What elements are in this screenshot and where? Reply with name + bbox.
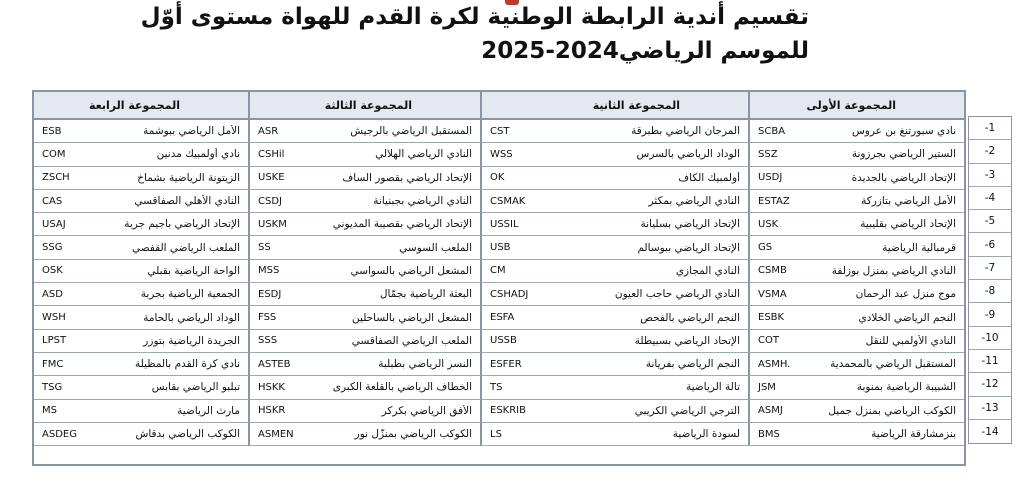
team-name: الإتحاد الرياضي بأجيم جربة: [124, 218, 240, 231]
team-code: FSS: [258, 312, 277, 324]
team-cell: [248, 260, 480, 283]
team-code: ASMJ: [758, 405, 783, 417]
team-name: النادي الرياضي بمنزل بوزلفة: [831, 264, 956, 277]
row-number: -10: [969, 327, 1011, 350]
team-code: USDJ: [758, 172, 783, 184]
team-code: ESB: [42, 125, 62, 137]
team-name: النادي الرياضي بجبنيانة: [373, 195, 472, 208]
team-name: الترجي الرياضي الكريبي: [634, 404, 740, 417]
team-name: قرمبالية الرياضية: [882, 241, 956, 254]
table-row: [34, 400, 964, 423]
team-name: بنزمشارقة الرياضية: [871, 428, 956, 440]
team-cell: [34, 143, 248, 166]
team-name: المشعل الرياضي بالسواسي: [350, 264, 472, 277]
team-name: النادي الرياضي الهلالي: [375, 148, 472, 161]
table-header-row: [34, 92, 964, 120]
team-code: USKE: [258, 172, 285, 184]
team-cell: [34, 353, 248, 376]
team-name: المشعل الرياضي بالساحلين: [352, 311, 472, 324]
row-number: -4: [969, 187, 1011, 210]
team-name: الإتحاد الرياضي بقصيبة المديوني: [332, 218, 472, 231]
team-name: الشبيبة الرياضية بمنوبة: [856, 381, 956, 394]
team-code: CSHADJ: [490, 288, 529, 300]
team-code: USB: [490, 242, 511, 254]
team-name: الإتحاد الرياضي ببوسالم: [637, 241, 740, 254]
team-cell: [248, 213, 480, 236]
team-code: GS: [758, 242, 773, 254]
team-name: الجمعية الرياضية بجربة: [140, 288, 240, 301]
team-cell: [480, 143, 748, 166]
team-code: LPST: [42, 335, 67, 347]
team-name: مارث الرياضية: [177, 404, 240, 417]
team-cell: [480, 167, 748, 190]
row-number: -14: [981, 425, 999, 438]
team-code: USSIL: [490, 218, 519, 230]
team-name: الأفق الرياضي بكركر: [381, 404, 472, 417]
team-cell: [748, 213, 964, 236]
team-code: TS: [490, 381, 503, 393]
team-cell: [748, 330, 964, 353]
team-code: ASDEG: [42, 428, 77, 440]
team-cell: [748, 306, 964, 329]
team-name: المرجان الرياضي بطبرقة: [631, 125, 740, 138]
team-cell: [480, 400, 748, 423]
team-cell: [34, 400, 248, 423]
team-cell: [748, 376, 964, 399]
table-row: [34, 330, 964, 353]
header-group-3: المجموعة الثالثة: [248, 92, 480, 118]
table-row: [34, 120, 964, 143]
team-cell: [34, 376, 248, 399]
team-code: CST: [490, 125, 510, 137]
team-name: لسودة الرياضية: [672, 428, 740, 440]
team-cell: [34, 260, 248, 283]
team-cell: [480, 213, 748, 236]
table-row: [34, 376, 964, 399]
team-cell: [248, 236, 480, 259]
team-cell: [480, 236, 748, 259]
team-name: النادي الأولمبي للنقل: [865, 334, 956, 347]
table-row: [34, 143, 964, 166]
row-number: -2: [969, 140, 1011, 163]
team-name: الإتحاد الرياضي بقليبية: [860, 218, 956, 231]
team-name: الملعب الرياضي القفصي: [131, 241, 240, 254]
team-code: SS: [258, 242, 271, 254]
team-code: CSHil: [258, 148, 285, 160]
team-code: COM: [42, 148, 66, 160]
team-cell: [748, 236, 964, 259]
row-number: -3: [969, 164, 1011, 187]
team-code: WSH: [42, 312, 66, 324]
team-code: OSK: [42, 265, 63, 277]
team-cell: [248, 120, 480, 143]
team-cell: [34, 330, 248, 353]
team-name: النادي المجازي: [675, 264, 740, 277]
row-number: -9: [969, 303, 1011, 326]
title-area: [0, 0, 1024, 88]
team-name: نادي كرة القدم بالمظيلة: [134, 358, 240, 371]
team-cell: [34, 120, 248, 143]
team-code: OK: [490, 172, 505, 184]
team-code: ASMEN: [258, 428, 294, 440]
team-name: تالة الرياضية: [685, 381, 740, 394]
team-code: CAS: [42, 195, 63, 207]
team-code: ESBK: [758, 312, 785, 324]
team-name: موج منزل عبد الرحمان: [855, 288, 956, 301]
team-code: SSS: [258, 335, 278, 347]
team-cell: [34, 190, 248, 213]
team-name: نادي أولمبيك مدنين: [156, 148, 240, 161]
team-cell: [248, 376, 480, 399]
team-code: COT: [758, 335, 779, 347]
team-code: ASTEB: [258, 358, 291, 370]
team-name: النادي الرياضي بمكثر: [648, 195, 740, 208]
team-code: LS: [490, 428, 502, 440]
team-code: CSDJ: [258, 195, 282, 207]
team-name: الزيتونة الرياضية بشماخ: [137, 171, 240, 184]
team-code: USSB: [490, 335, 517, 347]
team-cell: [480, 283, 748, 306]
team-name: تبلبو الرياضي بقابس: [151, 381, 240, 394]
team-cell: [748, 167, 964, 190]
team-code: SSG: [42, 242, 63, 254]
team-code: JSM: [758, 381, 776, 393]
row-number: -7: [969, 257, 1011, 280]
team-code: ZSCH: [42, 172, 70, 184]
team-cell: [248, 143, 480, 166]
table-row: [34, 236, 964, 259]
team-cell: [248, 167, 480, 190]
team-code: HSKR: [258, 405, 286, 417]
team-code: USKM: [258, 218, 287, 230]
row-number: -12: [969, 373, 1011, 396]
table-row: [34, 353, 964, 376]
team-name: المستقبل الرياضي بالمحمدية: [830, 358, 956, 371]
team-code: CSMAK: [490, 195, 526, 207]
team-code: ASMH.: [758, 358, 791, 370]
team-code: BMS: [758, 428, 780, 440]
team-code: ASR: [258, 125, 279, 137]
team-cell: [248, 283, 480, 306]
team-name: النادي الأهلي الصفاقسي: [134, 195, 240, 208]
team-name: النجم الرياضي الخلادي: [858, 311, 956, 324]
team-code: CM: [490, 265, 506, 277]
team-cell: [480, 190, 748, 213]
team-cell: [248, 330, 480, 353]
team-cell: [480, 306, 748, 329]
team-code: USK: [758, 218, 779, 230]
team-code: ESKRIB: [490, 405, 526, 417]
team-cell: [480, 120, 748, 143]
team-code: ESDJ: [258, 288, 282, 300]
team-name: النجم الرياضي بفريانة: [645, 358, 740, 371]
team-code: ESFA: [490, 312, 515, 324]
header-group-1: المجموعة الأولى: [748, 92, 964, 118]
team-code: MS: [42, 405, 57, 417]
team-code: USAJ: [42, 218, 66, 230]
team-name: النجم الرياضي بالفحص: [640, 311, 740, 324]
team-code: ESTAZ: [758, 195, 790, 207]
table-row: [34, 190, 964, 213]
team-name: الإتحاد الرياضي بسبيطلة: [634, 334, 740, 347]
row-number: -1: [969, 117, 1011, 140]
table-row: [34, 306, 964, 329]
team-cell: [480, 423, 748, 446]
team-name: الإتحاد الرياضي بسليانة: [640, 218, 740, 231]
team-name: النادي الرياضي حاجب العيون: [614, 288, 740, 301]
team-cell: [748, 143, 964, 166]
team-cell: [34, 283, 248, 306]
groups-table: [32, 90, 966, 466]
team-name: الواحة الرياضية بقبلي: [147, 264, 240, 277]
team-name: النسر الرياضي بطبلبة: [378, 358, 472, 371]
team-code: FMC: [42, 358, 64, 370]
table-row: [34, 260, 964, 283]
team-cell: [748, 423, 964, 446]
team-code: HSKK: [258, 381, 285, 393]
team-cell: [34, 213, 248, 236]
header-group-4: المجموعة الرابعة: [88, 98, 180, 112]
team-name: الستير الرياضي بجرزونة: [851, 148, 956, 161]
row-number: -5: [969, 210, 1011, 233]
row-number: -8: [969, 280, 1011, 303]
row-number-column: [968, 116, 1012, 444]
team-code: WSS: [490, 148, 513, 160]
team-cell: [248, 423, 480, 446]
team-code: TSG: [42, 381, 63, 393]
team-code: CSMB: [758, 265, 787, 277]
team-cell: [748, 190, 964, 213]
table-row: [34, 213, 964, 236]
team-cell: [248, 306, 480, 329]
team-cell: [748, 120, 964, 143]
team-cell: [480, 353, 748, 376]
team-cell: [248, 400, 480, 423]
team-cell: [248, 190, 480, 213]
team-name: الكوكب الرياضي بدقاش: [135, 428, 240, 440]
row-number: -6: [969, 233, 1011, 256]
team-cell: [34, 306, 248, 329]
header-group-2: المجموعة الثانية: [480, 92, 748, 118]
team-cell: [748, 353, 964, 376]
table-row: [34, 423, 964, 446]
team-code: VSMA: [758, 288, 787, 300]
team-name: الإتحاد الرياضي بقصور الساف: [342, 171, 472, 184]
team-cell: [480, 330, 748, 353]
team-code: SCBA: [758, 125, 786, 137]
team-code: SSZ: [758, 148, 778, 160]
team-cell: [248, 353, 480, 376]
team-code: ASD: [42, 288, 63, 300]
team-name: الوداد الرياضي بالسرس: [636, 148, 740, 161]
team-name: الأمل الرياضي بتازركة: [861, 195, 956, 208]
team-name: الكوكب الرياضي بمنزّل نور: [354, 428, 472, 440]
team-cell: [748, 400, 964, 423]
team-name: الملعب السوسي: [399, 241, 472, 254]
team-name: الوداد الرياضي بالحامة: [143, 311, 240, 324]
row-number: -13: [969, 397, 1011, 420]
row-number: -11: [969, 350, 1011, 373]
team-name: الملعب الرياضي الصفاقسي: [351, 334, 472, 347]
team-name: الأمل الرياضي ببوشمة: [143, 125, 240, 138]
page-title: تقسيم أندية الرابطة الوطنية لكرة القدم للهواة مستوى أوّل: [140, 4, 809, 30]
team-name: الكوكب الرياضي بمنزل جميل: [828, 404, 956, 417]
team-cell: [748, 283, 964, 306]
team-code: MSS: [258, 265, 280, 277]
table-row: [34, 167, 964, 190]
team-name: الجريدة الرياضية بتوزر: [143, 334, 240, 347]
team-name: المستقبل الرياضي بالرجيش: [350, 125, 472, 138]
team-code: ESFER: [490, 358, 522, 370]
team-cell: [748, 260, 964, 283]
table-row: [34, 283, 964, 306]
team-name: نادي سبورتنغ بن عروس: [851, 125, 956, 138]
team-cell: [480, 260, 748, 283]
team-name: الخطاف الرياضي بالقلعة الكبرى: [332, 381, 472, 394]
team-cell: [34, 423, 248, 446]
team-name: البعثة الرياضية بجمّال: [379, 288, 472, 301]
team-cell: [480, 376, 748, 399]
table-body: [34, 120, 964, 446]
team-cell: [34, 236, 248, 259]
team-cell: [34, 167, 248, 190]
team-name: أولمبيك الكاف: [678, 171, 740, 184]
page-subtitle: للموسم الرياضي2024-2025: [481, 38, 809, 64]
team-name: الإتحاد الرياضي بالجديدة: [851, 171, 956, 184]
